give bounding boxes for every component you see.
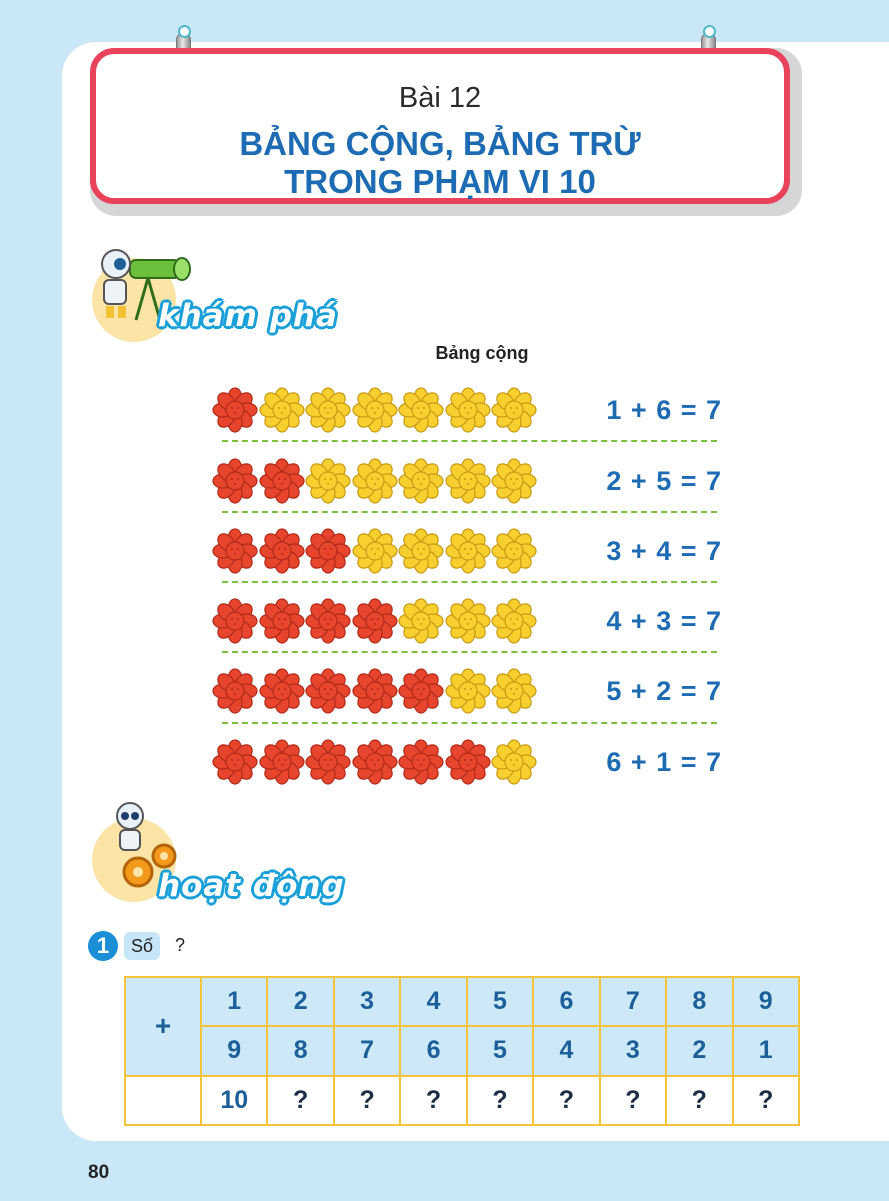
flower-group [212, 458, 538, 506]
flower-group [212, 387, 538, 435]
flower-equation-row [212, 458, 722, 506]
yellow-flower-icon [491, 668, 537, 714]
answer-cell[interactable]: ? [533, 1076, 599, 1125]
lesson-title-line2: TRONG PHẠM VI 10 [284, 163, 596, 200]
flower-group [212, 598, 538, 646]
yellow-flower-icon [398, 598, 444, 644]
addition-exercise-table [124, 976, 800, 1126]
red-flower-icon [212, 528, 258, 574]
red-flower-icon [305, 668, 351, 714]
flower-group [212, 739, 538, 787]
red-flower-icon [398, 668, 444, 714]
addend-cell: 7 [600, 977, 666, 1026]
table-row [125, 1076, 799, 1125]
flower-group [212, 528, 538, 576]
explore-section-title: khám phá [158, 298, 338, 334]
equation-text: 6 + 1 = 7 [606, 747, 722, 777]
red-flower-icon [445, 739, 491, 785]
red-flower-icon [352, 739, 398, 785]
flower-equation-row [212, 739, 722, 787]
table-row [125, 1026, 799, 1075]
answer-cell[interactable]: ? [733, 1076, 800, 1125]
addition-table-heading: Bảng cộng [435, 343, 529, 363]
equation-text: 4 + 3 = 7 [606, 606, 722, 636]
activity-section-title: hoạt động [158, 868, 345, 904]
addend-cell: 5 [467, 977, 533, 1026]
dashed-divider [222, 651, 717, 653]
red-flower-icon [212, 387, 258, 433]
lesson-title-line1: BẢNG CỘNG, BẢNG TRỪ [239, 125, 641, 162]
yellow-flower-icon [398, 387, 444, 433]
operator-cell: + [125, 977, 201, 1076]
addend-cell: 4 [400, 977, 466, 1026]
dashed-divider [222, 511, 717, 513]
red-flower-icon [212, 458, 258, 504]
addend-cell: 8 [666, 977, 732, 1026]
addend-cell: 5 [467, 1026, 533, 1075]
answer-cell[interactable]: ? [467, 1076, 533, 1125]
dashed-divider [222, 722, 717, 724]
yellow-flower-icon [491, 739, 537, 785]
addend-cell: 3 [334, 977, 400, 1026]
addend-cell: 9 [201, 1026, 267, 1075]
flower-group [212, 668, 538, 716]
answer-cell[interactable]: ? [666, 1076, 732, 1125]
red-flower-icon [259, 458, 305, 504]
equation-text: 2 + 5 = 7 [606, 466, 722, 496]
answer-cell[interactable]: ? [600, 1076, 666, 1125]
addend-cell: 1 [733, 1026, 800, 1075]
yellow-flower-icon [491, 528, 537, 574]
task-number: 1 [88, 931, 118, 961]
yellow-flower-icon [491, 598, 537, 644]
answer-cell[interactable]: ? [267, 1076, 333, 1125]
red-flower-icon [259, 739, 305, 785]
addend-cell: 1 [201, 977, 267, 1026]
flower-equation-row [212, 387, 722, 435]
task-question-mark: ? [175, 935, 186, 955]
yellow-flower-icon [491, 458, 537, 504]
flower-equation-row [212, 528, 722, 576]
addend-cell: 8 [267, 1026, 333, 1075]
yellow-flower-icon [398, 458, 444, 504]
lesson-title-card [90, 48, 802, 216]
flower-equation-row [212, 668, 722, 716]
table-row [125, 977, 799, 1026]
page-number: 80 [88, 1162, 110, 1183]
yellow-flower-icon [445, 387, 491, 433]
yellow-flower-icon [352, 528, 398, 574]
task-tag: Số [124, 932, 160, 960]
answer-cell[interactable]: ? [334, 1076, 400, 1125]
red-flower-icon [305, 598, 351, 644]
addend-cell: 3 [600, 1026, 666, 1075]
addend-cell: 2 [267, 977, 333, 1026]
red-flower-icon [212, 598, 258, 644]
yellow-flower-icon [491, 387, 537, 433]
dashed-divider [222, 440, 717, 442]
red-flower-icon [212, 739, 258, 785]
red-flower-icon [352, 668, 398, 714]
yellow-flower-icon [445, 458, 491, 504]
red-flower-icon [352, 598, 398, 644]
yellow-flower-icon [445, 668, 491, 714]
flower-equation-row [212, 598, 722, 646]
addend-cell: 6 [533, 977, 599, 1026]
empty-cell [125, 1076, 201, 1125]
yellow-flower-icon [398, 528, 444, 574]
addend-cell: 2 [666, 1026, 732, 1075]
sum-cell: 10 [201, 1076, 267, 1125]
red-flower-icon [212, 668, 258, 714]
equation-text: 3 + 4 = 7 [606, 536, 722, 566]
red-flower-icon [398, 739, 444, 785]
yellow-flower-icon [445, 598, 491, 644]
addend-cell: 9 [733, 977, 800, 1026]
red-flower-icon [259, 528, 305, 574]
lesson-title-frame [90, 48, 790, 204]
red-flower-icon [259, 598, 305, 644]
yellow-flower-icon [259, 387, 305, 433]
yellow-flower-icon [352, 458, 398, 504]
yellow-flower-icon [305, 458, 351, 504]
addend-cell: 7 [334, 1026, 400, 1075]
addend-cell: 6 [400, 1026, 466, 1075]
equation-text: 1 + 6 = 7 [606, 395, 722, 425]
yellow-flower-icon [352, 387, 398, 433]
red-flower-icon [305, 528, 351, 574]
yellow-flower-icon [305, 387, 351, 433]
answer-cell[interactable]: ? [400, 1076, 466, 1125]
dashed-divider [222, 581, 717, 583]
lesson-number: Bài 12 [398, 82, 482, 114]
red-flower-icon [305, 739, 351, 785]
addend-cell: 4 [533, 1026, 599, 1075]
yellow-flower-icon [445, 528, 491, 574]
red-flower-icon [259, 668, 305, 714]
equation-text: 5 + 2 = 7 [606, 676, 722, 706]
